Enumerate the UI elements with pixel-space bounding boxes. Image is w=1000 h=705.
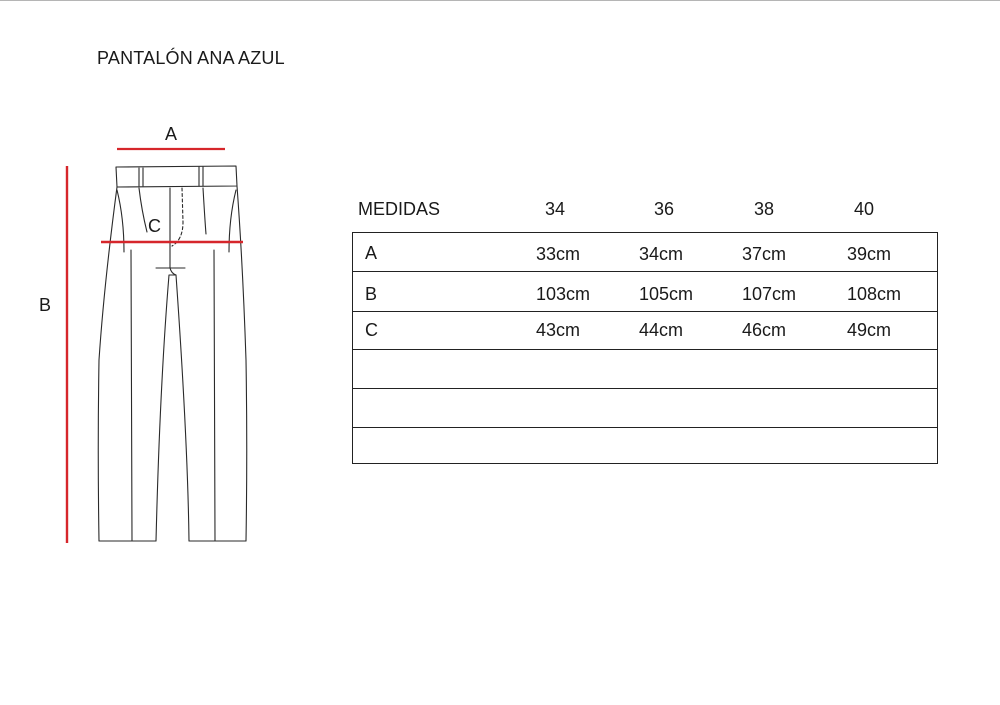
fly-stitch xyxy=(172,188,183,246)
measurements-table xyxy=(352,232,938,464)
cell-b-34: 103cm xyxy=(536,284,591,304)
trousers-outline xyxy=(98,186,247,541)
cell-a-34: 33cm xyxy=(536,244,581,264)
row-divider xyxy=(352,427,938,428)
cell-a-38: 37cm xyxy=(742,244,787,264)
row-divider xyxy=(352,271,938,272)
crotch-seam xyxy=(170,268,176,275)
row-divider xyxy=(352,311,938,312)
header-size-36: 36 xyxy=(654,199,675,219)
row-label-c: C xyxy=(365,320,378,340)
label-a: A xyxy=(165,124,178,144)
cell-b-38: 107cm xyxy=(742,284,797,304)
cell-c-34: 43cm xyxy=(536,320,581,340)
page-title: PANTALÓN ANA AZUL xyxy=(97,48,285,68)
crease-right xyxy=(214,250,215,541)
row-label-a: A xyxy=(365,243,378,263)
cell-b-40: 108cm xyxy=(847,284,902,304)
cell-a-36: 34cm xyxy=(639,244,684,264)
cell-c-40: 49cm xyxy=(847,320,892,340)
waistband xyxy=(116,166,237,187)
cell-b-36: 105cm xyxy=(639,284,694,304)
belt-loop-left xyxy=(139,168,143,186)
header-medidas: MEDIDAS xyxy=(358,199,441,219)
pleat-left xyxy=(139,188,147,232)
row-divider xyxy=(352,388,938,389)
cell-c-38: 46cm xyxy=(742,320,787,340)
cell-c-36: 44cm xyxy=(639,320,684,340)
belt-loop-right xyxy=(199,167,203,186)
header-size-38: 38 xyxy=(754,199,775,219)
row-divider xyxy=(352,349,938,350)
cell-a-40: 39cm xyxy=(847,244,892,264)
header-size-40: 40 xyxy=(854,199,875,219)
label-c: C xyxy=(148,216,161,236)
crease-left xyxy=(131,250,132,541)
pleat-right xyxy=(203,188,206,234)
row-label-b: B xyxy=(365,284,378,304)
header-size-34: 34 xyxy=(545,199,566,219)
label-b: B xyxy=(39,295,52,315)
